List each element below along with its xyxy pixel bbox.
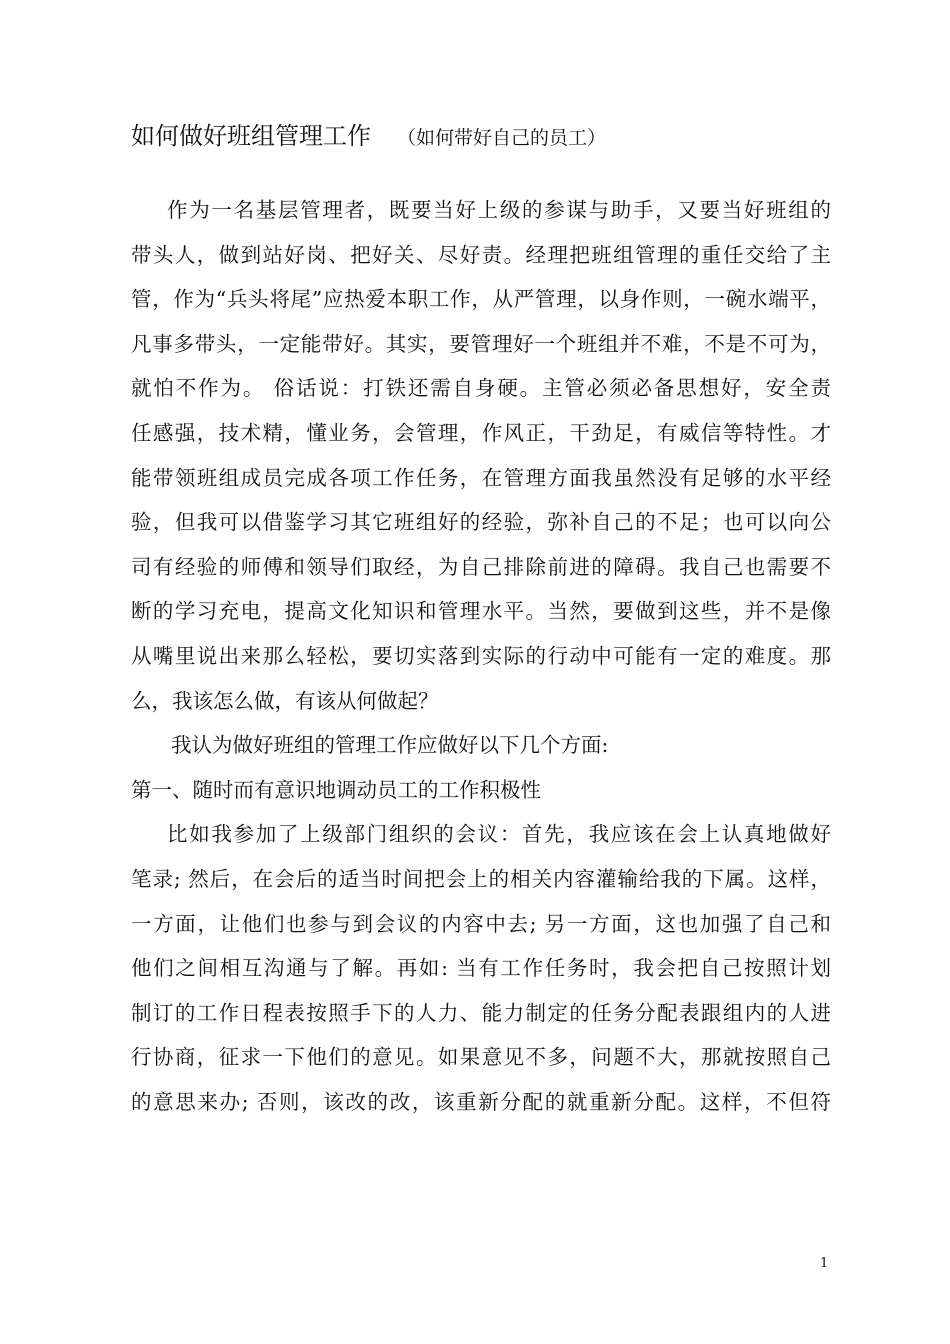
section-intro-line: 我认为做好班组的管理工作应做好以下几个方面:	[171, 733, 609, 758]
body-line: 凡事多带头，一定能带好。其实，要管理好一个班组并不难，不是不可为，	[131, 331, 831, 356]
body-line: 比如我参加了上级部门组织的会议：首先，我应该在会上认真地做好	[167, 822, 831, 847]
section-heading: 第一、随时而有意识地调动员工的工作积极性	[131, 777, 541, 802]
document-body	[131, 188, 831, 1124]
body-line: 断的学习充电，提高文化知识和管理水平。当然，要做到这些，并不是像	[131, 599, 831, 624]
body-line: 的意思来办; 否则，该改的改，该重新分配的就重新分配。这样，不但符	[131, 1089, 831, 1114]
body-line: 么，我该怎么做，有该从何做起？	[131, 688, 439, 713]
body-line: 验，但我可以借鉴学习其它班组好的经验，弥补自己的不足；也可以向公	[131, 510, 831, 535]
page-number: 1	[820, 1256, 829, 1271]
body-line: 管，作为“兵头将尾”应热爱本职工作，从严管理，以身作则，一碗水端平，	[131, 287, 831, 312]
body-line: 从嘴里说出来那么轻松，要切实落到实际的行动中可能有一定的难度。那	[131, 643, 831, 668]
body-line: 就怕不作为。 俗话说：打铁还需自身硬。主管必须必备思想好，安全责	[131, 376, 831, 401]
body-line: 笔录; 然后，在会后的适当时间把会上的相关内容灌输给我的下属。这样，	[131, 866, 831, 891]
title-subtitle: （如何带好自己的员工）	[397, 127, 607, 149]
body-line: 能带领班组成员完成各项工作任务，在管理方面我虽然没有足够的水平经	[131, 465, 831, 490]
title-main: 如何做好班组管理工作	[131, 122, 371, 150]
body-line: 一方面，让他们也参与到会议的内容中去; 另一方面，这也加强了自己和	[131, 911, 831, 936]
body-line: 任感强，技术精，懂业务，会管理，作风正，干劲足，有威信等特性。才	[131, 420, 831, 445]
body-line: 行协商，征求一下他们的意见。如果意见不多，问题不大，那就按照自己	[131, 1045, 831, 1070]
body-line: 制订的工作日程表按照手下的人力、能力制定的任务分配表跟组内的人进	[131, 1000, 831, 1025]
body-line: 司有经验的师傅和领导们取经，为自己排除前进的障碍。我自己也需要不	[131, 554, 831, 579]
body-line: 他们之间相互沟通与了解。再如: 当有工作任务时，我会把自己按照计划	[131, 956, 831, 981]
body-line: 带头人，做到站好岗、把好关、尽好责。经理把班组管理的重任交给了主	[131, 242, 831, 267]
document-title	[131, 116, 606, 159]
body-line: 作为一名基层管理者，既要当好上级的参谋与助手，又要当好班组的	[167, 198, 831, 222]
